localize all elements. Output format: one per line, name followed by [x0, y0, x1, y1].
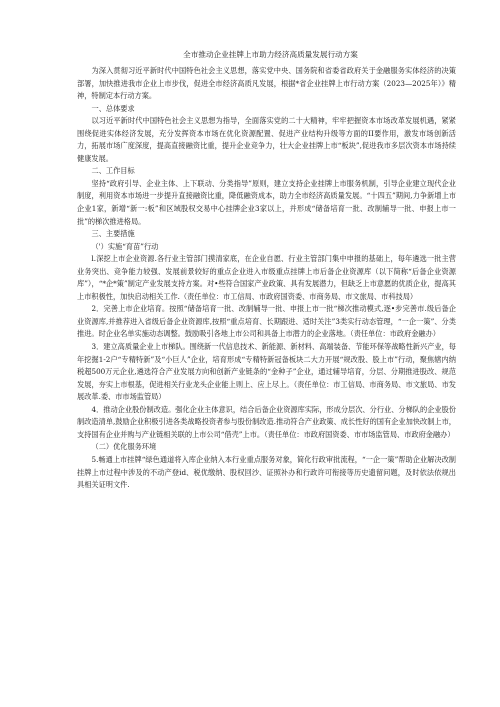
paragraph: 以习近平新时代中国特色社会主义思想为指导，全面落实党的二十大精神，牢牢把握资本市场改革发展机遇，紧紧围绕促进实体经济发展，充分发挥资本市场在优化资源配置、促进产业结构升级等方面的II要作用，激发市场创新活力，拓展市场广度深度，提高直接融资比重，提升企业竞争力，壮大企业挂牌上市“板块”,促进我市多层次资本市场持续健康发展。: [77, 116, 456, 163]
paragraph: l.深挖上市企业资源.各行业主管部门摸清家底，在企业自愿、行业主管部门集中申报的基础上，每年遴选一批主营业务突出、竞争能力较强、发展前景较好的重点企业进入市级重点挂牌上市后备企业资源库（以下简称“后备企业资源库”），“*企*策”制定产业发展支持方案。对•些符合国家产业政策、具有发展潜力，但缺乏上市意愿的优质企业，提高其上市积极性，加快启动相关工作.（责任单位：市工信局、市政府国资委、市商务局、市文旅局、市科技局）: [77, 254, 456, 301]
paragraph: 坚持“政府引导、企业主体、上下联动、分类指导”原则，建立支持企业挂牌上市服务机制，引导企业建立现代企业制度，利用资本市场进一步提升直接融资比重，降低融资成本，助力全市经济高质量发展。“十四五”期间,力争新增上市企业1家，新增“新一:板”和区域股权交易中心挂牌企业3家以上，并形成“储备培育一批、改制辅导一批、申报上市一批”的梯次推进格局。: [77, 178, 456, 226]
document-body: [77, 65, 456, 492]
document-title: 全市推动企业挂牌上市助力经济高质量发展行动方案: [183, 50, 358, 59]
paragraph: 2．完善上市企业培育。按照“储备培育一批、改制辅导一批、申报上市一批“梯次推动模式,逐•步完善市.级后备企业资源库,并推荐进入省级后备企业资源库,按照“重点培育、长期跟进、适时关注”3类实行动态管理，“一企一策”、分类推进。时企业名单实施动态调整。鼓励吸引各地上市公司和具备上市潜力的企业落地。（责任单位：市政府金融办）: [77, 304, 456, 339]
paragraph: 为深入贯彻习近平新时代中国特色社会主义思想，落实党中央、国务院和省委省政府关于金融服务实体经济的决策部署，加快推进我市企业上市步伐，促进全市经济高质凡发展，根据*省企业挂牌上市行动方案（2023—2025年）》精神，特制定本行动方案。: [77, 66, 456, 101]
paragraph: 5.畅通上市挂牌“绿色通道将入库企业纳入本行业重点服务对象，简化行政审批流程，“一企一策”帮助企业解决改制挂牌上市过程中涉及的不动产登id、税优缴纳、股权回沙、证照补办和行政许可衔接等历史遗留问题，及时依法依规出具相关证明文件.: [77, 454, 456, 490]
section-heading: （'）实施“育苗”行动: [91, 241, 159, 251]
paragraph: 4．推动企业股份制改造。强化企业主体意识，结合后备企业资源库实际，形成分层次、分行业、分梯队的企业股份制改造清单,鼓励企业积极引进各类战略投资者参与股份制改造.推动符合产业政策、成长性好的国有企业加快改制上市，支持国有企业并购与产业链相关联的上市公司“借壳”上市。（责任单位：市政府国资委、市市场监管局、市政府金融办）: [77, 404, 456, 439]
paragraph: 3．建立高质量企业上市梯队。围绕新一代信息技术、新能源、新材料、高端装备、节能环保等战略性新兴产业，每年挖掘1-2户“专精特新”及“小巨人”企业，培育形成“专精特新冠备板块二大力开展“规改股、股上市”行动，聚焦辖内纳税超500万元企业,遴选符合产业发展方向和创新产业链条的“金种子”企业，通过辅导培育，分层、分期推进股改、规范发展，夯实上市根基，促进相关行业龙头企业能上则上、应上尽上。（责任单位：市工信局、市商务局、市文旅局、市发展改革.委、市市场监管局）: [77, 342, 456, 402]
section-heading: 一、总体要求: [91, 103, 135, 113]
section-heading: 三、主要措施: [91, 229, 135, 239]
section-heading: 二、工作目标: [91, 166, 135, 176]
section-heading: （二）优化服务环境: [91, 442, 157, 452]
